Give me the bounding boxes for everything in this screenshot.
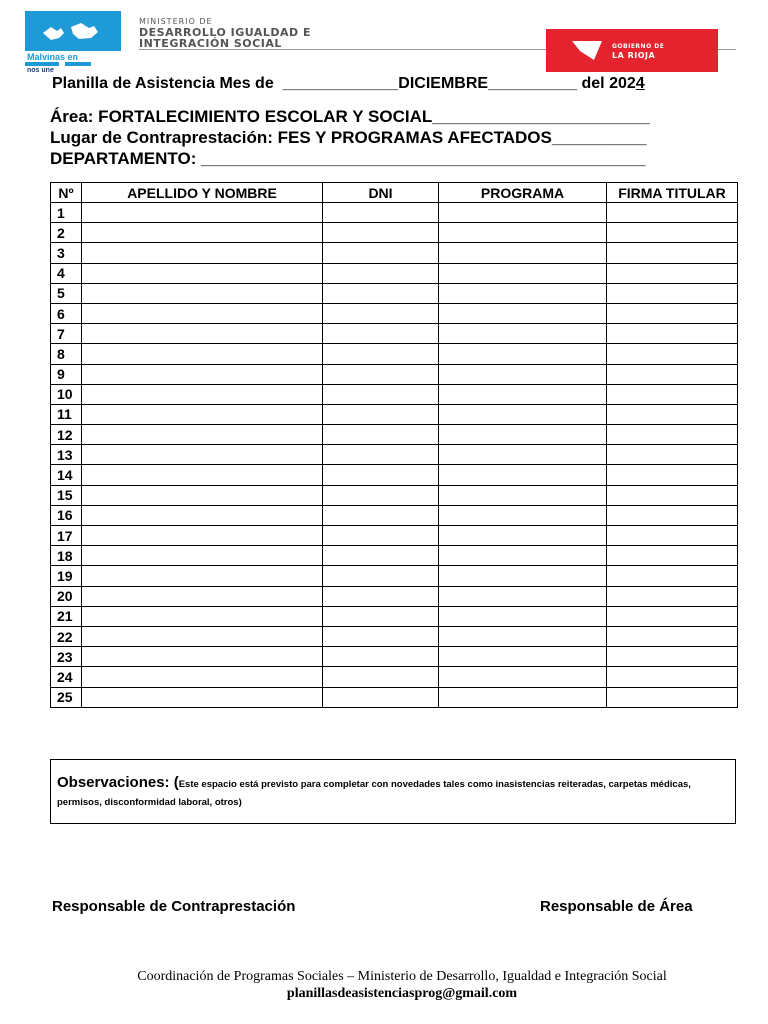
gobierno-logo-line1: GOBIERNO DE: [612, 43, 665, 50]
cell-apellido-nombre[interactable]: [82, 404, 323, 424]
header-numero: Nº: [51, 183, 82, 203]
table-row: [51, 303, 738, 323]
cell-dni[interactable]: [323, 546, 439, 566]
cell-dni[interactable]: [323, 626, 439, 646]
cell-dni[interactable]: [323, 465, 439, 485]
cell-apellido-nombre[interactable]: [82, 566, 323, 586]
cell-firma-titular[interactable]: [607, 465, 738, 485]
footer-email: planillasdeasistenciasprog@gmail.com: [286, 986, 518, 1001]
cell-firma-titular[interactable]: [607, 647, 738, 667]
cell-apellido-nombre[interactable]: [82, 526, 323, 546]
cell-firma-titular[interactable]: [607, 606, 738, 626]
ministry-line-3: INTEGRACIÓN SOCIAL: [139, 37, 282, 50]
title-blank-1: _____________: [282, 75, 399, 92]
row-number: 24: [51, 667, 82, 687]
row-number: 8: [51, 344, 82, 364]
row-number: 1: [51, 203, 82, 223]
cell-firma-titular[interactable]: [607, 505, 738, 525]
row-number: 21: [51, 606, 82, 626]
cell-firma-titular[interactable]: [607, 263, 738, 283]
cell-apellido-nombre[interactable]: [82, 465, 323, 485]
cell-dni[interactable]: [323, 303, 439, 323]
cell-firma-titular[interactable]: [607, 445, 738, 465]
cell-programa[interactable]: [439, 283, 607, 303]
rioja-map-icon: [558, 29, 608, 72]
cell-programa[interactable]: [439, 687, 607, 707]
cell-firma-titular[interactable]: [607, 404, 738, 424]
row-number: 18: [51, 546, 82, 566]
cell-programa[interactable]: [439, 667, 607, 687]
cell-programa[interactable]: [439, 505, 607, 525]
table-header-row: [51, 183, 738, 203]
table-row: [51, 505, 738, 525]
table-row: [51, 485, 738, 505]
table-row: [51, 324, 738, 344]
row-number: 16: [51, 505, 82, 525]
cell-programa[interactable]: [439, 465, 607, 485]
header-apellido-nombre: APELLIDO Y NOMBRE: [82, 183, 323, 203]
signature-responsable-contraprestacion: Responsable de Contraprestación: [52, 898, 296, 915]
cell-apellido-nombre[interactable]: [82, 606, 323, 626]
table-body: [51, 203, 738, 708]
cell-apellido-nombre[interactable]: [82, 626, 323, 646]
cell-apellido-nombre[interactable]: [82, 364, 323, 384]
cell-dni[interactable]: [323, 384, 439, 404]
table-row: [51, 566, 738, 586]
cell-firma-titular[interactable]: [607, 526, 738, 546]
cell-dni[interactable]: [323, 687, 439, 707]
table-row: [51, 667, 738, 687]
cell-dni[interactable]: [323, 505, 439, 525]
table-row: [51, 243, 738, 263]
cell-dni[interactable]: [323, 566, 439, 586]
cell-apellido-nombre[interactable]: [82, 586, 323, 606]
table-row: [51, 687, 738, 707]
cell-apellido-nombre[interactable]: [82, 263, 323, 283]
row-number: 19: [51, 566, 82, 586]
table-row: [51, 404, 738, 424]
cell-apellido-nombre[interactable]: [82, 445, 323, 465]
cell-dni[interactable]: [323, 425, 439, 445]
cell-dni[interactable]: [323, 485, 439, 505]
ministry-logo-text: [139, 16, 419, 49]
row-number: 17: [51, 526, 82, 546]
cell-programa[interactable]: [439, 404, 607, 424]
title-month: DICIEMBRE: [398, 75, 489, 92]
cell-dni[interactable]: [323, 223, 439, 243]
cell-firma-titular[interactable]: [607, 303, 738, 323]
cell-apellido-nombre[interactable]: [82, 344, 323, 364]
cell-dni[interactable]: [323, 526, 439, 546]
cell-dni[interactable]: [323, 445, 439, 465]
row-number: 22: [51, 626, 82, 646]
gobierno-la-rioja-logo: [546, 29, 718, 72]
cell-apellido-nombre[interactable]: [82, 223, 323, 243]
cell-firma-titular[interactable]: [607, 566, 738, 586]
cell-programa[interactable]: [439, 364, 607, 384]
cell-firma-titular[interactable]: [607, 344, 738, 364]
cell-firma-titular[interactable]: [607, 243, 738, 263]
row-number: 9: [51, 364, 82, 384]
cell-firma-titular[interactable]: [607, 283, 738, 303]
table-row: [51, 425, 738, 445]
table-row: [51, 283, 738, 303]
cell-programa[interactable]: [439, 647, 607, 667]
row-number: 4: [51, 263, 82, 283]
table-row: [51, 203, 738, 223]
row-number: 11: [51, 404, 82, 424]
cell-dni[interactable]: [323, 344, 439, 364]
cell-apellido-nombre[interactable]: [82, 546, 323, 566]
departamento-field: DEPARTAMENTO: _______________________________________________: [50, 149, 646, 168]
signature-responsable-area: Responsable de Área: [540, 898, 693, 915]
cell-dni[interactable]: [323, 364, 439, 384]
table-row: [51, 344, 738, 364]
cell-dni[interactable]: [323, 404, 439, 424]
table-row: [51, 546, 738, 566]
cell-dni[interactable]: [323, 283, 439, 303]
table-row: [51, 526, 738, 546]
row-number: 3: [51, 243, 82, 263]
cell-apellido-nombre[interactable]: [82, 485, 323, 505]
row-number: 15: [51, 485, 82, 505]
cell-dni[interactable]: [323, 243, 439, 263]
observaciones-note: Este espacio está previsto para completar con novedades tales como inasistencias reiteradas, carpetas médicas, permisos, disconformidad laboral, otros): [57, 779, 691, 808]
cell-firma-titular[interactable]: [607, 687, 738, 707]
cell-programa[interactable]: [439, 425, 607, 445]
cell-programa[interactable]: [439, 566, 607, 586]
table-row: [51, 647, 738, 667]
row-number: 20: [51, 586, 82, 606]
cell-firma-titular[interactable]: [607, 324, 738, 344]
table-row: [51, 223, 738, 243]
malvinas-logo-line2: nos une: [27, 67, 54, 73]
footer: [0, 968, 768, 1002]
cell-programa[interactable]: [439, 626, 607, 646]
table-row: [51, 606, 738, 626]
ministry-line-2: DESARROLLO IGUALDAD E: [139, 26, 312, 39]
cell-apellido-nombre[interactable]: [82, 687, 323, 707]
table-row: [51, 465, 738, 485]
title-year-last-digit: 4: [635, 75, 645, 92]
row-number: 6: [51, 303, 82, 323]
cell-firma-titular[interactable]: [607, 626, 738, 646]
cell-firma-titular[interactable]: [607, 667, 738, 687]
cell-firma-titular[interactable]: [607, 223, 738, 243]
cell-programa[interactable]: [439, 384, 607, 404]
cell-firma-titular[interactable]: [607, 203, 738, 223]
header-dni: DNI: [323, 183, 439, 203]
cell-firma-titular[interactable]: [607, 586, 738, 606]
row-number: 12: [51, 425, 82, 445]
cell-programa[interactable]: [439, 546, 607, 566]
cell-apellido-nombre[interactable]: [82, 425, 323, 445]
cell-firma-titular[interactable]: [607, 546, 738, 566]
cell-apellido-nombre[interactable]: [82, 203, 323, 223]
attendance-table: [50, 182, 738, 708]
lugar-field: Lugar de Contraprestación: FES Y PROGRAMAS AFECTADOS__________: [50, 128, 647, 147]
malvinas-logo: [25, 11, 121, 73]
cell-dni[interactable]: [323, 324, 439, 344]
cell-programa[interactable]: [439, 445, 607, 465]
row-number: 2: [51, 223, 82, 243]
row-number: 14: [51, 465, 82, 485]
cell-dni[interactable]: [323, 263, 439, 283]
table-row: [51, 364, 738, 384]
row-number: 7: [51, 324, 82, 344]
page-title: [52, 75, 645, 93]
cell-programa[interactable]: [439, 243, 607, 263]
gobierno-logo-line2: LA RIOJA: [612, 51, 656, 60]
cell-apellido-nombre[interactable]: [82, 283, 323, 303]
cell-programa[interactable]: [439, 203, 607, 223]
cell-programa[interactable]: [439, 586, 607, 606]
row-number: 10: [51, 384, 82, 404]
row-number: 23: [51, 647, 82, 667]
row-number: 13: [51, 445, 82, 465]
table-row: [51, 586, 738, 606]
cell-programa[interactable]: [439, 303, 607, 323]
table-row: [51, 384, 738, 404]
cell-dni[interactable]: [323, 606, 439, 626]
footer-line: Coordinación de Programas Sociales – Ministerio de Desarrollo, Igualdad e Integración Social: [137, 969, 667, 984]
observaciones-label: Observaciones: (: [57, 774, 179, 791]
table-row: [51, 263, 738, 283]
cell-programa[interactable]: [439, 263, 607, 283]
title-prefix: Planilla de Asistencia Mes de: [52, 75, 274, 92]
cell-firma-titular[interactable]: [607, 425, 738, 445]
title-year-prefix: del 202: [577, 75, 636, 92]
cell-apellido-nombre[interactable]: [82, 505, 323, 525]
cell-apellido-nombre[interactable]: [82, 647, 323, 667]
table-row: [51, 626, 738, 646]
cell-programa[interactable]: [439, 223, 607, 243]
cell-dni[interactable]: [323, 647, 439, 667]
cell-programa[interactable]: [439, 344, 607, 364]
cell-dni[interactable]: [323, 586, 439, 606]
header-firma-titular: FIRMA TITULAR: [607, 183, 738, 203]
header-programa: PROGRAMA: [439, 183, 607, 203]
cell-firma-titular[interactable]: [607, 364, 738, 384]
table-row: [51, 445, 738, 465]
title-blank-2: __________: [488, 75, 578, 92]
observaciones-box[interactable]: [50, 759, 736, 824]
cell-programa[interactable]: [439, 324, 607, 344]
cell-programa[interactable]: [439, 526, 607, 546]
cell-firma-titular[interactable]: [607, 485, 738, 505]
cell-apellido-nombre[interactable]: [82, 324, 323, 344]
cell-dni[interactable]: [323, 667, 439, 687]
cell-firma-titular[interactable]: [607, 384, 738, 404]
cell-apellido-nombre[interactable]: [82, 303, 323, 323]
cell-programa[interactable]: [439, 485, 607, 505]
area-field: Área: FORTALECIMIENTO ESCOLAR Y SOCIAL_______________________: [50, 107, 650, 126]
cell-dni[interactable]: [323, 203, 439, 223]
cell-apellido-nombre[interactable]: [82, 384, 323, 404]
ministry-line-1: MINISTERIO DE: [139, 17, 213, 26]
cell-apellido-nombre[interactable]: [82, 243, 323, 263]
malvinas-logo-line1: Malvinas en: [27, 52, 79, 62]
cell-apellido-nombre[interactable]: [82, 667, 323, 687]
row-number: 25: [51, 687, 82, 707]
cell-programa[interactable]: [439, 606, 607, 626]
row-number: 5: [51, 283, 82, 303]
